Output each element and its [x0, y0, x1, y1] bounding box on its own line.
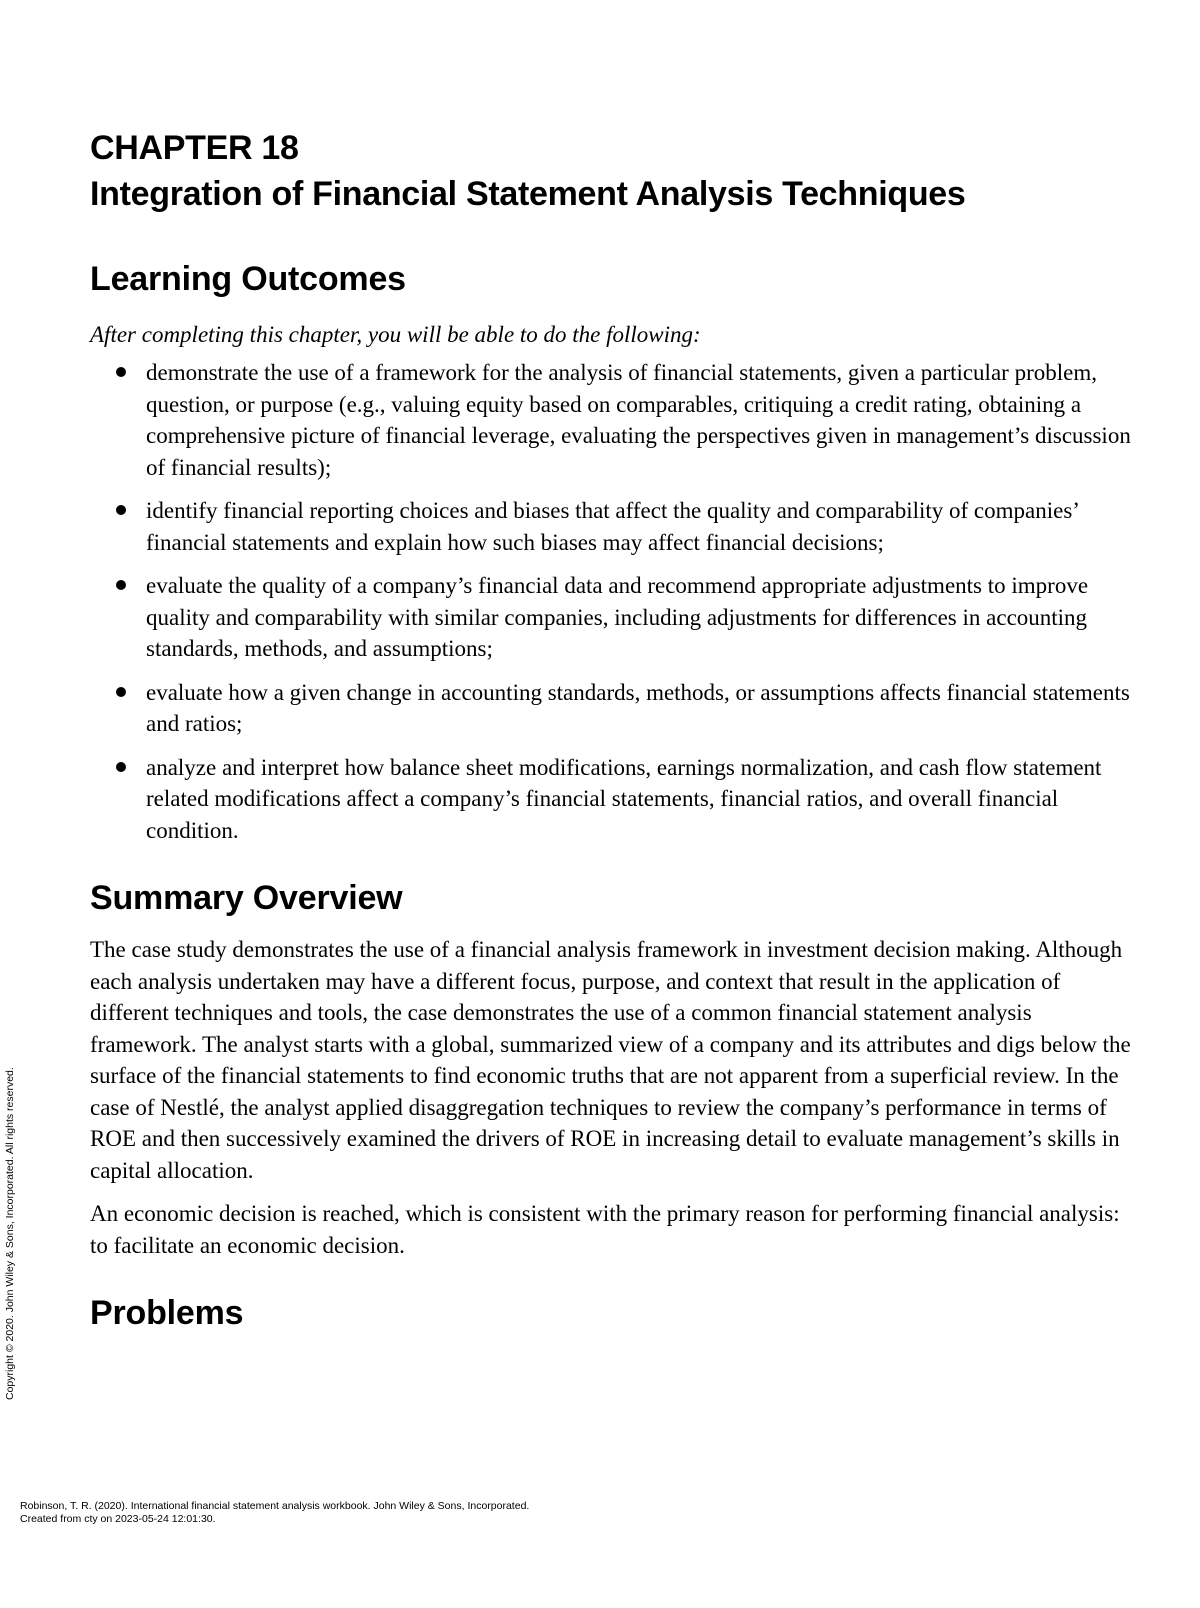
bullet-icon [116, 367, 126, 377]
citation-footer [20, 1500, 529, 1526]
created-line: Created from cty on 2023-05-24 12:01:30. [20, 1513, 216, 1525]
list-item-text: demonstrate the use of a framework for the analysis of financial statements, given a particular problem, question, or purpose (e.g., valuing equity based on comparables, critiquing a credit rating, obtaining a comprehensive picture of financial leverage, evaluating the perspectives given in management’s discussion of financial results); [146, 360, 1131, 480]
list-item-text: evaluate how a given change in accounting standards, methods, or assumptions affects financial statements and ratios; [146, 679, 1130, 736]
list-item-text: identify financial reporting choices and biases that affect the quality and comparability of companies’ financial statements and explain how such biases may affect financial decisions; [146, 498, 1079, 555]
citation-line: Robinson, T. R. (2020). International financial statement analysis workbook. John Wiley & Sons, Incorporated. [20, 1500, 530, 1512]
copyright-side-note: Copyright © 2020. John Wiley & Sons, Incorporated. All rights reserved. [4, 1067, 16, 1400]
list-item [90, 495, 1140, 558]
summary-paragraph: An economic decision is reached, which is consistent with the primary reason for performing financial analysis: to facilitate an economic decision. [90, 1201, 1120, 1258]
list-item [90, 357, 1140, 483]
learning-outcomes-heading: Learning Outcomes [90, 260, 406, 298]
bullet-icon [116, 762, 126, 772]
list-item [90, 752, 1140, 847]
list-item [90, 570, 1140, 665]
list-item-text: evaluate the quality of a company’s financial data and recommend appropriate adjustments to improve quality and comparability with similar companies, including adjustments for differences in accounting standards, methods, and assumptions; [146, 573, 1089, 661]
list-item [90, 677, 1140, 740]
summary-paragraph: The case study demonstrates the use of a financial analysis framework in investment decision making. Although each analysis undertaken may have a different focus, purpose, and context that result in the application of different techniques and tools, the case demonstrates the use of a common financial statement analysis framework. The analyst starts with a global, summarized view of a company and its attributes and digs below the surface of the financial statements to find economic truths that are not apparent from a superficial review. In the case of Nestlé, the analyst applied disaggregation techniques to review the company’s performance in terms of ROE and then successively examined the drivers of ROE in increasing detail to evaluate management’s skills in capital allocation. [90, 937, 1131, 1183]
learning-outcomes-intro: After completing this chapter, you will be able to do the following: [90, 322, 701, 347]
chapter-number: CHAPTER 18 [90, 129, 299, 167]
learning-outcomes-list [90, 357, 1140, 846]
document-page [90, 125, 1140, 1335]
list-item-text: analyze and interpret how balance sheet modifications, earnings normalization, and cash flow statement related modifications affect a company’s financial statements, financial ratios, and overall financial condition. [146, 754, 1102, 843]
problems-heading: Problems [90, 1294, 244, 1332]
bullet-icon [116, 505, 126, 515]
bullet-icon [116, 580, 126, 590]
bullet-icon [116, 687, 126, 697]
summary-overview-heading: Summary Overview [90, 879, 403, 917]
chapter-title: Integration of Financial Statement Analysis Techniques [90, 175, 966, 213]
